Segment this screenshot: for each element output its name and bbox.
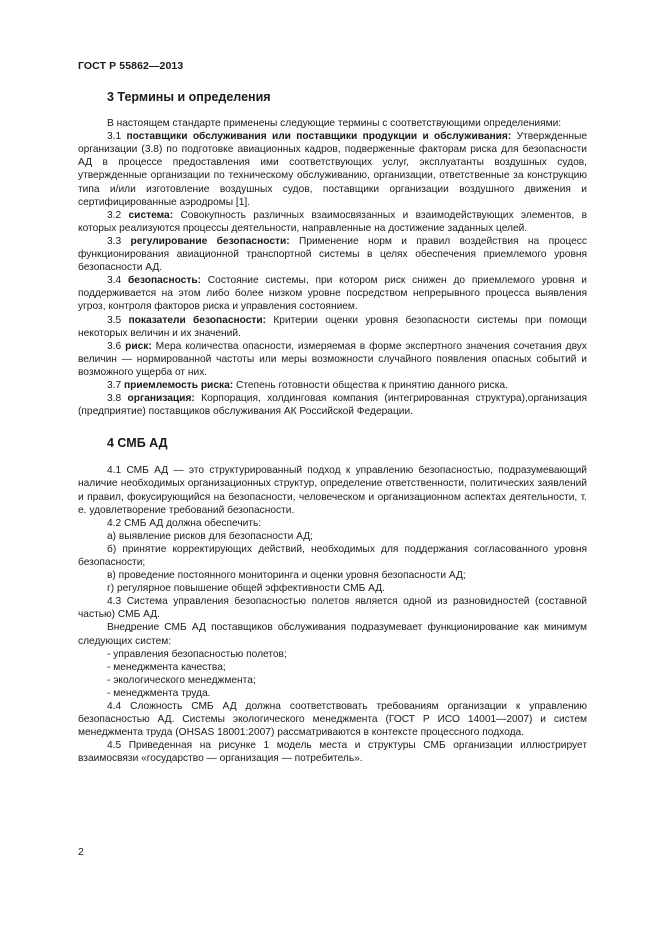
paragraph-4-3: 4.3 Система управления безопасностью полетов является одной из разновидностей (составной частью) СМБ АД. [78,596,587,621]
term-name: поставщики обслуживания или поставщики продукции и обслуживания: [126,131,512,143]
document-header: ГОСТ Р 55862—2013 [78,60,184,72]
page-content [78,91,587,766]
list-item: - менеджмента труда. [107,687,211,699]
term-definition: Корпорация, холдинговая компания (интегрированная структура),организация (предприятие) поставщиков обслуживания АК Российской Федерации. [78,393,587,418]
list-item: а) выявление рисков для безопасности АД; [107,530,314,542]
term-name: приемлемость риска: [124,379,234,391]
term-definition: Утвержденные организации (3.8) по подготовке авиационных кадров, подверженные факторам риска для безопасности АД в процессе предоставления ими соответствующих услуг, эксплуатанты воздушных судов, утвержденные организации по техническому обслуживанию, организации, ответственные за конструкцию типа и/или изготовление воздушных судов, поставщики организации воздушного движения и сертифицированные аэродромы [1]. [78,131,587,208]
list-item: в) проведение постоянного мониторинга и оценки уровня безопасности АД; [107,570,466,582]
section-3-intro: В настоящем стандарте применены следующие термины с соответствующими определениями: [107,118,562,130]
paragraph-4-1: 4.1 СМБ АД — это структурированный подход к управлению безопасностью, подразумевающий наличие необходимых организационных структур, определение ответственности, политических заявлений и правил, фокусирующийся на безопасности, человеческом и организационном аспектах деятельности, т. е. удовлетворение требований безопасности. [78,465,587,516]
term-3-8: 3.8 организация: Корпорация, холдинговая компания (интегрированная структура),организация (предприятие) поставщиков обслуживания АК Российской Федерации. [78,393,587,418]
list-item: г) регулярное повышение общей эффективности СМБ АД. [107,583,385,595]
paragraph-4-4: 4.4 Сложность СМБ АД должна соответствовать требованиям организации к управлению безопасностью АД. Системы экологического менеджмента (ГОСТ Р ИСО 14001—2007) и систем менеджмента труда (OHSAS 18001:2007) рассматриваются в контексте процессного подхода. [78,701,587,739]
term-name: система: [128,209,174,221]
term-3-6: 3.6 риск: Мера количества опасности, измеряемая в форме экспертного значения сочетания двух величин — нормированной частоты или меры возможности случайного появления опасных событий и возможного ущерба от них. [78,340,587,378]
paragraph-4-2: 4.2 СМБ АД должна обеспечить: [107,517,262,529]
term-definition: Мера количества опасности, измеряемая в форме экспертного значения сочетания двух величин — нормированной частоты или меры возможности случайного появления опасных событий и возможного ущерба от них. [78,340,587,378]
term-name: показатели безопасности: [128,314,267,326]
term-3-3: 3.3 регулирование безопасности: Применение норм и правил воздействия на процесс функционирования авиационной транспортной системы в целях обеспечения приемлемого уровня безопасности АД. [78,235,587,274]
term-definition: Применение норм и правил воздействия на процесс функционирования авиационной транспортной системы в целях обеспечения приемлемого уровня безопасности АД. [78,235,587,274]
page-number: 2 [78,846,84,858]
list-item: - экологического менеджмента; [107,674,256,686]
term-3-2: 3.2 система: Совокупность различных взаимосвязанных и взаимодействующих элементов, в которых реализуются процессы деятельности, направленные на достижение заданных целей. [78,209,587,234]
term-3-5: 3.5 показатели безопасности: Критерии оценки уровня безопасности системы при помощи некоторых величин и их значений. [78,314,587,339]
term-3-7: 3.7 приемлемость риска: Степень готовности общества к принятию данного риска. [107,379,508,391]
term-definition: Критерии оценки уровня безопасности системы при помощи некоторых величин и их значений. [78,314,587,339]
term-definition: Состояние системы, при котором риск снижен до приемлемого уровня и поддерживается на этом либо более низком уровне посредством непрерывного процесса выявления угроз, контроля факторов риска и управления состоянием. [78,275,587,313]
paragraph-4-5: 4.5 Приведенная на рисунке 1 модель места и структуры СМБ организации иллюстрирует взаимосвязи «государство — организация — потребитель». [78,740,587,765]
term-name: регулирование безопасности: [130,235,290,247]
section-4-title: 4 СМБ АД [107,436,168,451]
term-definition: Степень готовности общества к принятию данного риска. [235,379,508,391]
term-3-1: 3.1 поставщики обслуживания или поставщики продукции и обслуживания: Утвержденные организации (3.8) по подготовке авиационных кадров, подверженные факторам риска для безопасности АД в процессе предоставления ими соответствующих услуг, эксплуатанты воздушных судов, утвержденные организации по техническому обслуживанию, организации, ответственные за конструкцию типа и/или изготовление воздушных судов, поставщики организации воздушного движения и сертифицированные аэродромы [1]. [78,131,587,208]
term-3-4: 3.4 безопасность: Состояние системы, при котором риск снижен до приемлемого уровня и поддерживается на этом либо более низком уровне посредством непрерывного процесса выявления угроз, контроля факторов риска и управления состоянием. [78,275,587,313]
paragraph-4-3-b: Внедрение СМБ АД поставщиков обслуживания подразумевает функционирование как минимум следующих систем: [78,622,587,647]
term-name: безопасность: [127,275,201,287]
term-name: организация: [127,393,195,405]
term-name: риск: [125,340,152,352]
list-item: - управления безопасностью полетов; [107,648,287,660]
list-item: б) принятие корректирующих действий, необходимых для поддержания согласованного уровня безопасности; [78,543,587,568]
section-3-title: 3 Термины и определения [107,90,271,104]
term-definition: Совокупность различных взаимосвязанных и взаимодействующих элементов, в которых реализуются процессы деятельности, направленные на достижение заданных целей. [78,209,587,234]
list-item: - менеджмента качества; [107,661,226,673]
